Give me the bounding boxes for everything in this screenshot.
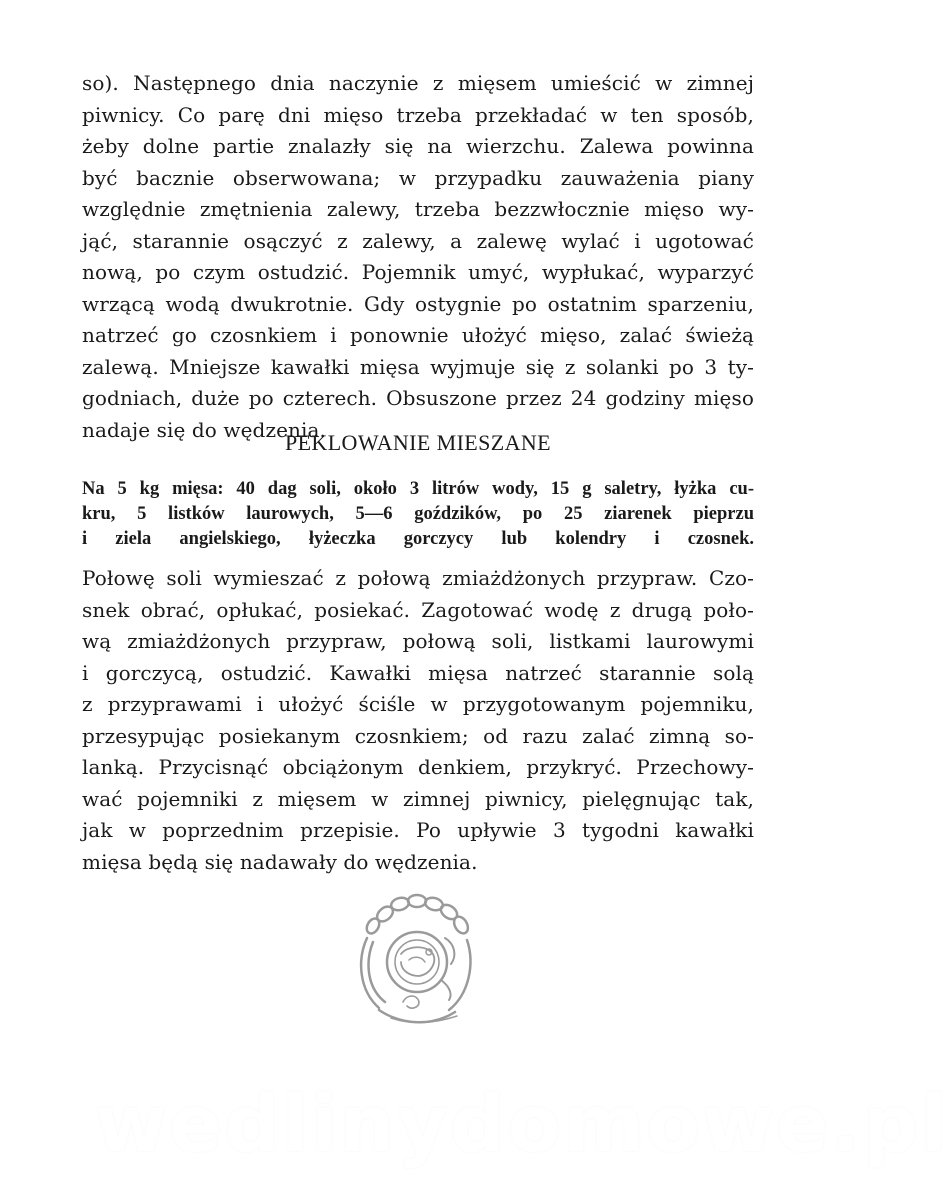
recipe-title: PEKLOWANIE MIESZANE <box>284 430 552 455</box>
text-line: nadaje się do wędzenia. <box>82 417 326 442</box>
text-line: przesypując posiekanym czosnkiem; od razu zalać zimną so- <box>82 723 754 748</box>
watermark-text: wedlinydomowe.pl <box>95 1080 949 1170</box>
paragraph-intro <box>82 68 754 446</box>
text-line: z przyprawami i ułożyć ściśle w przygotowanym pojemniku, <box>82 692 754 716</box>
text-line: wać pojemniki z mięsem w zimnej piwnicy, pielęgnując tak, <box>82 786 754 811</box>
paragraph-method <box>82 563 754 878</box>
ingredients-line: Na 5 kg mięsa: 40 dag soli, około 3 litrów wody, 15 g saletry, łyżka cu- <box>82 479 754 499</box>
text-line: żeby dolne partie znalazły się na wierzchu. Zalewa powinna <box>82 134 754 158</box>
ingredients-list <box>82 477 754 552</box>
text-line: wą zmiażdżonych przypraw, połową soli, listkami laurowymi <box>82 629 754 653</box>
text-line: wrzącą wodą dwukrotnie. Gdy ostygnie po ostatnim sparzeniu, <box>82 291 754 316</box>
text-line: nową, po czym ostudzić. Pojemnik umyć, wypłukać, wyparzyć <box>82 260 754 284</box>
ingredients-line: i ziela angielskiego, łyżeczka gorczycy lub kolendry i czosnek. <box>82 529 754 549</box>
text-line: jąć, starannie osączyć z zalewy, a zalewę wylać i ugotować <box>82 228 754 253</box>
text-line: Połowę soli wymieszać z połową zmiażdżonych przypraw. Czo- <box>82 566 754 590</box>
text-line: jak w poprzednim przepisie. Po upływie 3 tygodni kawałki <box>82 818 754 842</box>
text-line: lanką. Przycisnąć obciążonym denkiem, przykryć. Przechowy- <box>82 755 754 779</box>
decorative-wreath-icon <box>345 890 480 1030</box>
text-line: mięsa będą się nadawały do wędzenia. <box>82 849 478 874</box>
text-line: snek obrać, opłukać, posiekać. Zagotować wodę z drugą poło- <box>82 597 754 622</box>
text-line: piwnicy. Co parę dni mięso trzeba przekładać w ten sposób, <box>82 102 754 127</box>
text-line: i gorczycą, ostudzić. Kawałki mięsa natrzeć starannie solą <box>82 660 754 685</box>
text-line: natrzeć go czosnkiem i ponownie ułożyć mięso, zalać świeżą <box>82 323 754 347</box>
text-line: zalewą. Mniejsze kawałki mięsa wyjmuje się z solanki po 3 ty- <box>82 354 754 379</box>
text-line: godniach, duże po czterech. Obsuszone przez 24 godziny mięso <box>82 386 754 410</box>
text-line: so). Następnego dnia naczynie z mięsem umieścić w zimnej <box>82 71 754 95</box>
text-line: względnie zmętnienia zalewy, trzeba bezzwłocznie mięso wy- <box>82 197 754 221</box>
ingredients-line: kru, 5 listków laurowych, 5—6 goździków, po 25 ziarenek pieprzu <box>82 504 754 524</box>
text-line: być bacznie obserwowana; w przypadku zauważenia piany <box>82 165 754 190</box>
